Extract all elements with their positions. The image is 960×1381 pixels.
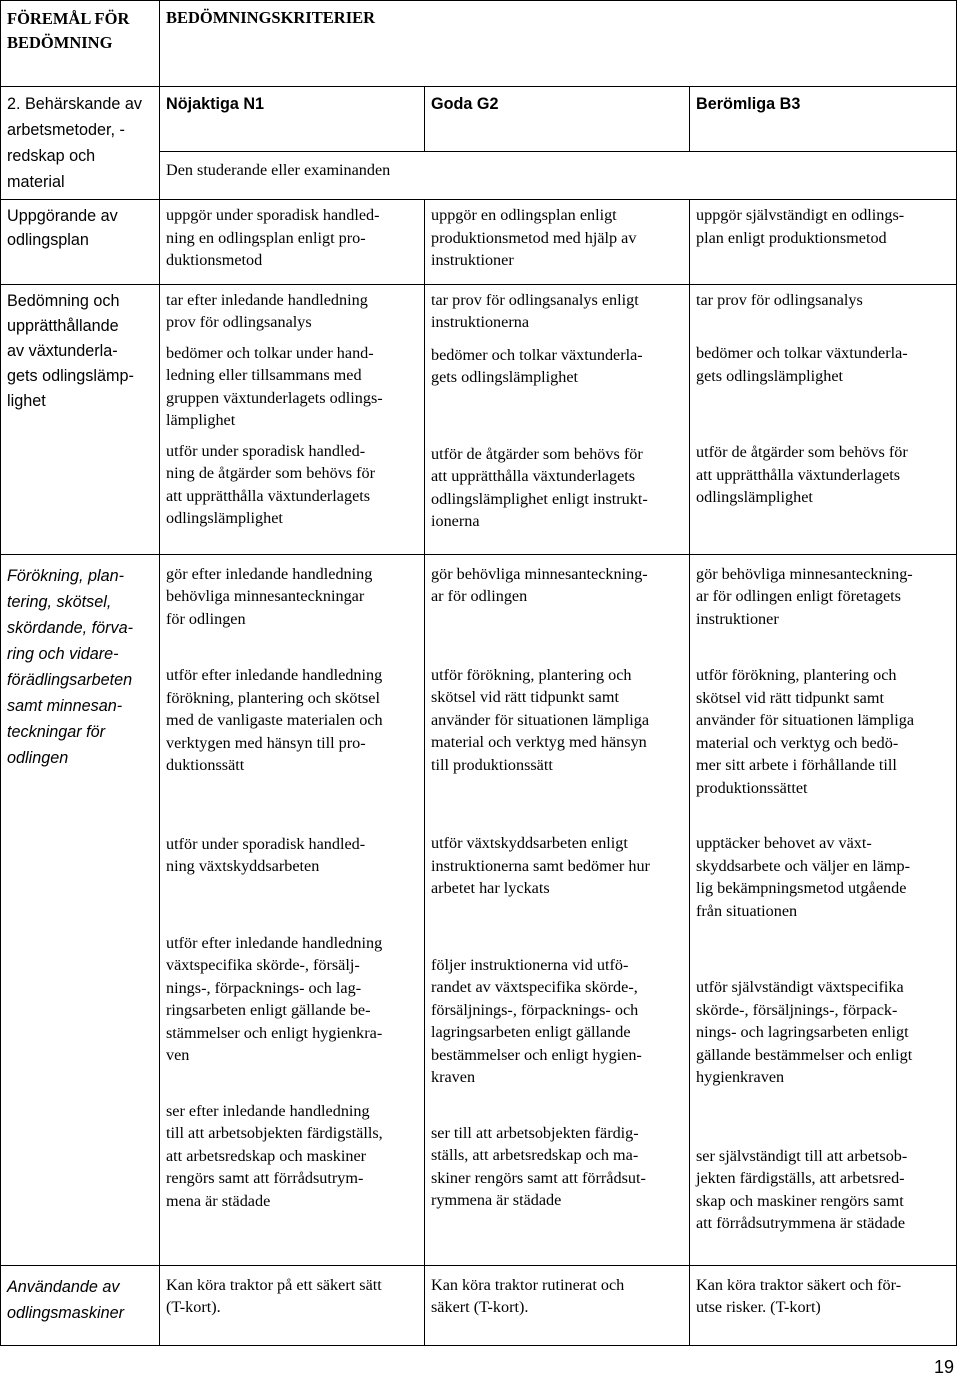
- criterion-text: ser till att arbetsobjekten färdig- ställs, att arbetsredskap och ma- skiner rengörs samt att förrådsut- rymmena är städade: [431, 1123, 646, 1209]
- criterion-text: utför de åtgärder som behövs för att upprätthålla växtunderlagets odlingslämplighet enligt instrukt- ionerna: [431, 444, 648, 530]
- n1-cell: [160, 554, 425, 1265]
- criterion-text: bedömer och tolkar växtunderla- gets odlingslämplighet: [696, 344, 908, 385]
- criterion-text: gör behövliga minnesanteckning- ar för odlingen: [431, 564, 648, 605]
- grade-g2-label: Goda G2: [431, 95, 499, 113]
- g2-cell: [425, 554, 690, 1265]
- criterion-text: upptäcker behovet av växt- skyddsarbete och väljer en lämp- lig bekämpningsmetod utgående från situationen: [696, 834, 910, 920]
- n1-cell: [160, 200, 425, 285]
- criterion-text: gör behövliga minnesanteckning- ar för odlingen enligt företagets instruktioner: [696, 564, 913, 628]
- criterion-text: tar prov för odlingsanalys: [696, 290, 863, 309]
- object-cell: [1, 200, 160, 285]
- g2-cell: [425, 1265, 690, 1345]
- student-label: Den studerande eller examinanden: [166, 160, 391, 179]
- b3-cell: [690, 1265, 957, 1345]
- criterion-text: Kan köra traktor säkert och för- utse risker. (T-kort): [696, 1275, 902, 1316]
- header-criteria-label: BEDÖMNINGSKRITERIER: [166, 8, 376, 27]
- header-criteria-cell: [160, 1, 957, 87]
- header-object-label: FÖREMÅL FÖR BEDÖMNING: [7, 9, 130, 52]
- criterion-text: utför förökning, plantering och skötsel vid rätt tidpunkt samt använder för situationen lämpliga material och verktyg med hänsyn till produktionssätt: [431, 665, 650, 774]
- criteria-row: [1, 284, 957, 554]
- criterion-text: uppgör självständigt en odlings- plan enligt produktionsmetod: [696, 206, 905, 247]
- subheader-object-label: 2. Behärskande av arbetsmetoder, - redskap och material: [7, 95, 142, 191]
- criterion-text: utför förökning, plantering och skötsel vid rätt tidpunkt samt använder för situationen lämpliga material och verktyg och bedö- mer sitt arbete i förhållande till produktionssättet: [696, 666, 915, 797]
- criterion-text: Kan köra traktor rutinerat och säkert (T-kort).: [431, 1275, 625, 1316]
- b3-cell: [690, 200, 957, 285]
- object-cell: [1, 1265, 160, 1345]
- grade-n1-cell: [160, 87, 425, 152]
- b3-cell: [690, 284, 957, 554]
- criterion-text: utför efter inledande handledning förökning, plantering och skötsel med de vanligaste materialen och verktygen med hänsyn till pro- duktionssätt: [166, 666, 383, 774]
- grade-b3-cell: [690, 87, 957, 152]
- criteria-row: [1, 200, 957, 285]
- header-object-cell: [1, 1, 160, 87]
- criterion-text: tar prov för odlingsanalys enligt instruktionerna: [431, 290, 639, 331]
- page-number: 19: [934, 1357, 955, 1377]
- object-label: Användande av odlingsmaskiner: [7, 1277, 124, 1322]
- n1-cell: [160, 1265, 425, 1345]
- criterion-text: bedömer och tolkar under hand- ledning eller tillsammans med gruppen växtunderlagets odlings- lämplighet: [166, 343, 383, 429]
- criterion-text: utför under sporadisk handled- ning de åtgärder som behövs för att upprätthålla växtunderlagets odlingslämplighet: [166, 441, 376, 527]
- object-label: Uppgörande av odlingsplan: [7, 207, 118, 249]
- criterion-text: utför under sporadisk handled- ning växtskyddsarbeten: [166, 834, 366, 875]
- criterion-text: Kan köra traktor på ett säkert sätt (T-kort).: [166, 1275, 382, 1316]
- criterion-text: följer instruktionerna vid utfö- randet av växtspecifika skörde-, försäljnings-, förpacknings- och lagringsarbeten enligt gällande bestämmelser och enligt hygien- kraven: [431, 955, 642, 1086]
- criterion-text: ser efter inledande handledning till att arbetsobjekten färdigställs, att arbetsredskap och maskiner rengörs samt att förrådsutrym- mena är städade: [166, 1101, 383, 1210]
- subheader-object-cell: [1, 87, 160, 200]
- criteria-row: [1, 1265, 957, 1345]
- b3-cell: [690, 554, 957, 1265]
- criterion-text: bedömer och tolkar växtunderla- gets odlingslämplighet: [431, 345, 643, 386]
- criterion-text: ser självständigt till att arbetsob- jekten färdigställs, att arbetsred- skap och maskiner rengörs samt att förrådsutrymmena är städade: [696, 1146, 908, 1232]
- criterion-text: utför självständigt växtspecifika skörde-, försäljnings-, förpack- nings- och lagringsarbeten enligt gällande bestämmelser och enligt hygienkraven: [696, 978, 913, 1086]
- object-label: Bedömning och upprätthållande av växtunderla- gets odlingslämp- lighet: [7, 291, 134, 410]
- criteria-row: [1, 554, 957, 1265]
- criterion-text: utför efter inledande handledning växtspecifika skörde-, försälj- nings-, förpacknings- och lag- ringsarbeten enligt gällande be- stämmelser och enligt hygienkra- ven: [166, 933, 383, 1064]
- g2-cell: [425, 284, 690, 554]
- criterion-text: gör efter inledande handledning behövliga minnesanteckningar för odlingen: [166, 564, 373, 628]
- object-cell: [1, 284, 160, 554]
- grade-g2-cell: [425, 87, 690, 152]
- criterion-text: utför de åtgärder som behövs för att upprätthålla växtunderlagets odlingslämplighet: [696, 443, 908, 506]
- grade-b3-label: Berömliga B3: [696, 95, 801, 113]
- table-header-row: [1, 1, 957, 87]
- g2-cell: [425, 200, 690, 285]
- criterion-text: uppgör en odlingsplan enligt produktionsmetod med hjälp av instruktioner: [431, 206, 637, 269]
- criterion-text: tar efter inledande handledning prov för odlingsanalys: [166, 290, 368, 331]
- object-label: Förökning, plan- tering, skötsel, skördande, förva- ring och vidare- förädlingsarbeten samt minnesan- teckningar för odlingen: [7, 566, 133, 767]
- object-cell: [1, 554, 160, 1265]
- grade-header-row: [1, 87, 957, 152]
- criterion-text: utför växtskyddsarbeten enligt instruktionerna samt bedömer hur arbetet har lyckats: [431, 834, 650, 897]
- grade-n1-label: Nöjaktiga N1: [166, 95, 265, 113]
- student-cell: [160, 151, 957, 199]
- criterion-text: uppgör under sporadisk handled- ning en odlingsplan enligt pro- duktionsmetod: [166, 206, 380, 269]
- n1-cell: [160, 284, 425, 554]
